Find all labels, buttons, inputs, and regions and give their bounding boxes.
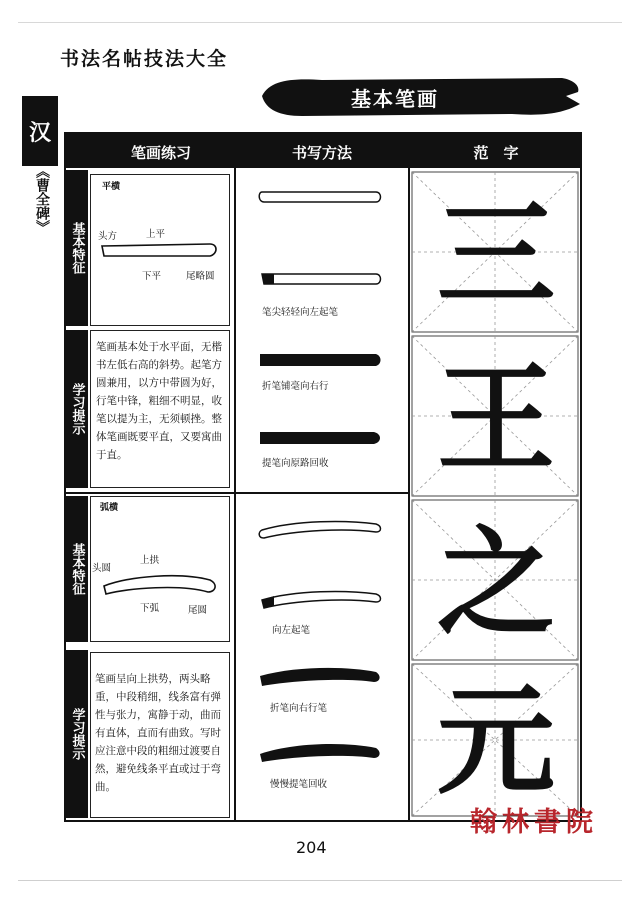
tag-basic-features: 基本特征	[66, 496, 88, 642]
method-caption: 折笔铺毫向右行	[262, 381, 329, 392]
label-head: 头方	[98, 231, 118, 242]
column-divider	[234, 168, 236, 822]
flat-stroke-outline	[100, 240, 220, 262]
row-divider	[64, 492, 408, 494]
method-step-press	[256, 350, 386, 370]
work-title: 《曹全碑》	[34, 164, 50, 234]
dynasty-label: 汉	[22, 96, 58, 166]
example-character: 王	[436, 349, 555, 488]
arched-stroke-outline	[100, 570, 220, 600]
column-header-example: 范 字	[473, 144, 519, 162]
method-step-outline	[256, 518, 386, 542]
tag-study-tips: 学习提示	[66, 330, 88, 488]
study-tips-text: 笔画基本处于水平面，无楷书左低右高的斜势。起笔方圆兼用，以方中带圆为好，行笔中锋，粗细不明显，收笔以提为主，无须顿挫。整体笔画既要平直，又要寓曲于直。	[96, 341, 222, 461]
book-title: 书法名帖技法大全	[60, 48, 229, 70]
publisher-stamp: 翰林書院	[470, 807, 598, 838]
column-header-method: 书写方法	[291, 144, 352, 162]
method-caption: 笔尖轻轻向左起笔	[262, 307, 339, 318]
study-tips-text: 笔画呈向上拱势，两头略重，中段稍细，线条富有弹性与张力，寓静于动，曲而有直体，直而有曲致。写时应注意中段的粗细过渡要自然，避免线条平直或过于弯曲。	[95, 673, 221, 793]
example-character: 三	[436, 185, 555, 324]
example-character: 元	[436, 671, 555, 810]
label-head: 头圆	[92, 563, 112, 574]
method-caption: 向左起笔	[272, 625, 311, 636]
label-top: 上平	[146, 229, 166, 240]
stroke-name: 弧横	[100, 503, 119, 513]
label-bottom: 下平	[142, 271, 162, 282]
method-caption: 折笔向右行笔	[270, 703, 328, 714]
method-step-outline	[256, 188, 386, 208]
example-character: 之	[436, 513, 555, 652]
tag-basic-features: 基本特征	[66, 170, 88, 326]
method-caption: 提笔向原路回收	[262, 458, 329, 469]
method-step-start	[256, 588, 386, 612]
method-step-start	[256, 270, 386, 290]
label-tail: 尾略圆	[186, 271, 215, 282]
method-caption: 慢慢提笔回收	[270, 779, 328, 790]
section-title: 基本笔画	[351, 87, 439, 111]
page-number: 204	[296, 838, 327, 857]
top-rule	[18, 22, 622, 23]
label-top: 上拱	[140, 555, 160, 566]
tag-study-tips: 学习提示	[66, 650, 88, 818]
label-bottom: 下弧	[140, 603, 160, 614]
column-header-practice: 笔画练习	[130, 144, 191, 162]
method-step-return	[256, 428, 386, 448]
method-step-press	[256, 664, 386, 690]
label-tail: 尾圆	[188, 605, 208, 616]
stroke-name: 平横	[102, 182, 121, 192]
method-step-return	[256, 740, 386, 766]
bottom-rule	[18, 880, 622, 881]
